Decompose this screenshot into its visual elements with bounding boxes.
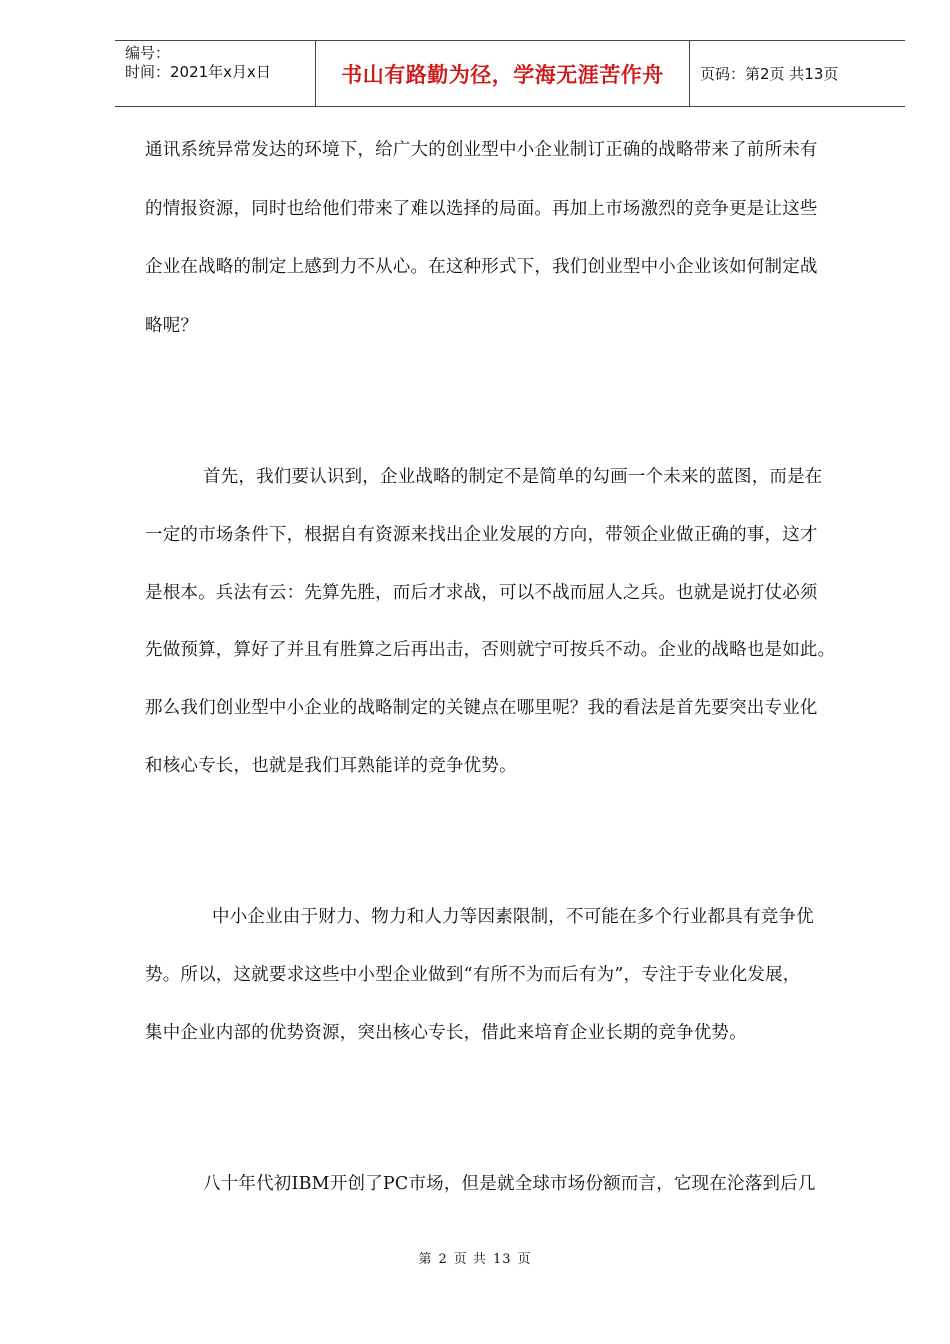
header-page-cell	[690, 41, 905, 106]
document-time-label: 时间：2021年x月x日	[125, 63, 271, 81]
header-page-number: 页码：第2页 共13页	[700, 65, 839, 83]
header-motto: 书山有路勤为径，学海无涯苦作舟	[341, 62, 664, 87]
body-line: 和核心专长，也就是我们耳熟能详的竞争优势。	[145, 756, 517, 776]
body-line: 八十年代初IBM开创了PC市场，但是就全球市场份额而言，它现在沦落到后几	[203, 1174, 816, 1194]
page-footer	[0, 1248, 950, 1267]
header-meta	[115, 41, 316, 106]
body-line: 的情报资源，同时也给他们带来了难以选择的局面。再加上市场激烈的竞争更是让这些	[145, 199, 818, 219]
body-line: 集中企业内部的优势资源，突出核心专长，借此来培育企业长期的竞争优势。	[145, 1023, 747, 1043]
body-line: 中小企业由于财力、物力和人力等因素限制，不可能在多个行业都具有竞争优	[212, 907, 814, 927]
body-line: 一定的市场条件下，根据自有资源来找出企业发展的方向，带领企业做正确的事，这才	[145, 525, 818, 545]
footer-middle: 页 共	[453, 1252, 487, 1267]
body-line: 势。所以，这就要求这些中小型企业做到“有所不为而后有为”，专注于专业化发展，	[145, 965, 801, 985]
body-line: 首先，我们要认识到，企业战略的制定不是简单的勾画一个未来的蓝图，而是在	[203, 467, 823, 487]
body-line: 略呢？	[145, 316, 199, 336]
body-line: 通讯系统异常发达的环境下，给广大的创业型中小企业制订正确的战略带来了前所未有	[145, 140, 818, 160]
footer-prefix: 第	[418, 1252, 433, 1267]
footer-page: 2	[438, 1252, 448, 1267]
footer-suffix: 页	[517, 1252, 532, 1267]
page-header	[115, 40, 905, 107]
header-motto-cell	[316, 41, 690, 106]
body-line: 是根本。兵法有云：先算先胜，而后才求战，可以不战而屈人之兵。也就是说打仗必须	[145, 583, 818, 603]
body-line: 企业在战略的制定上感到力不从心。在这种形式下，我们创业型中小企业该如何制定战	[145, 257, 818, 277]
body-line: 先做预算，算好了并且有胜算之后再出击，否则就宁可按兵不动。企业的战略也是如此。	[145, 640, 836, 660]
body-line: 那么我们创业型中小企业的战略制定的关键点在哪里呢？我的看法是首先要突出专业化	[145, 698, 818, 718]
footer-total: 13	[492, 1252, 512, 1267]
document-number-label: 编号：	[125, 44, 171, 62]
